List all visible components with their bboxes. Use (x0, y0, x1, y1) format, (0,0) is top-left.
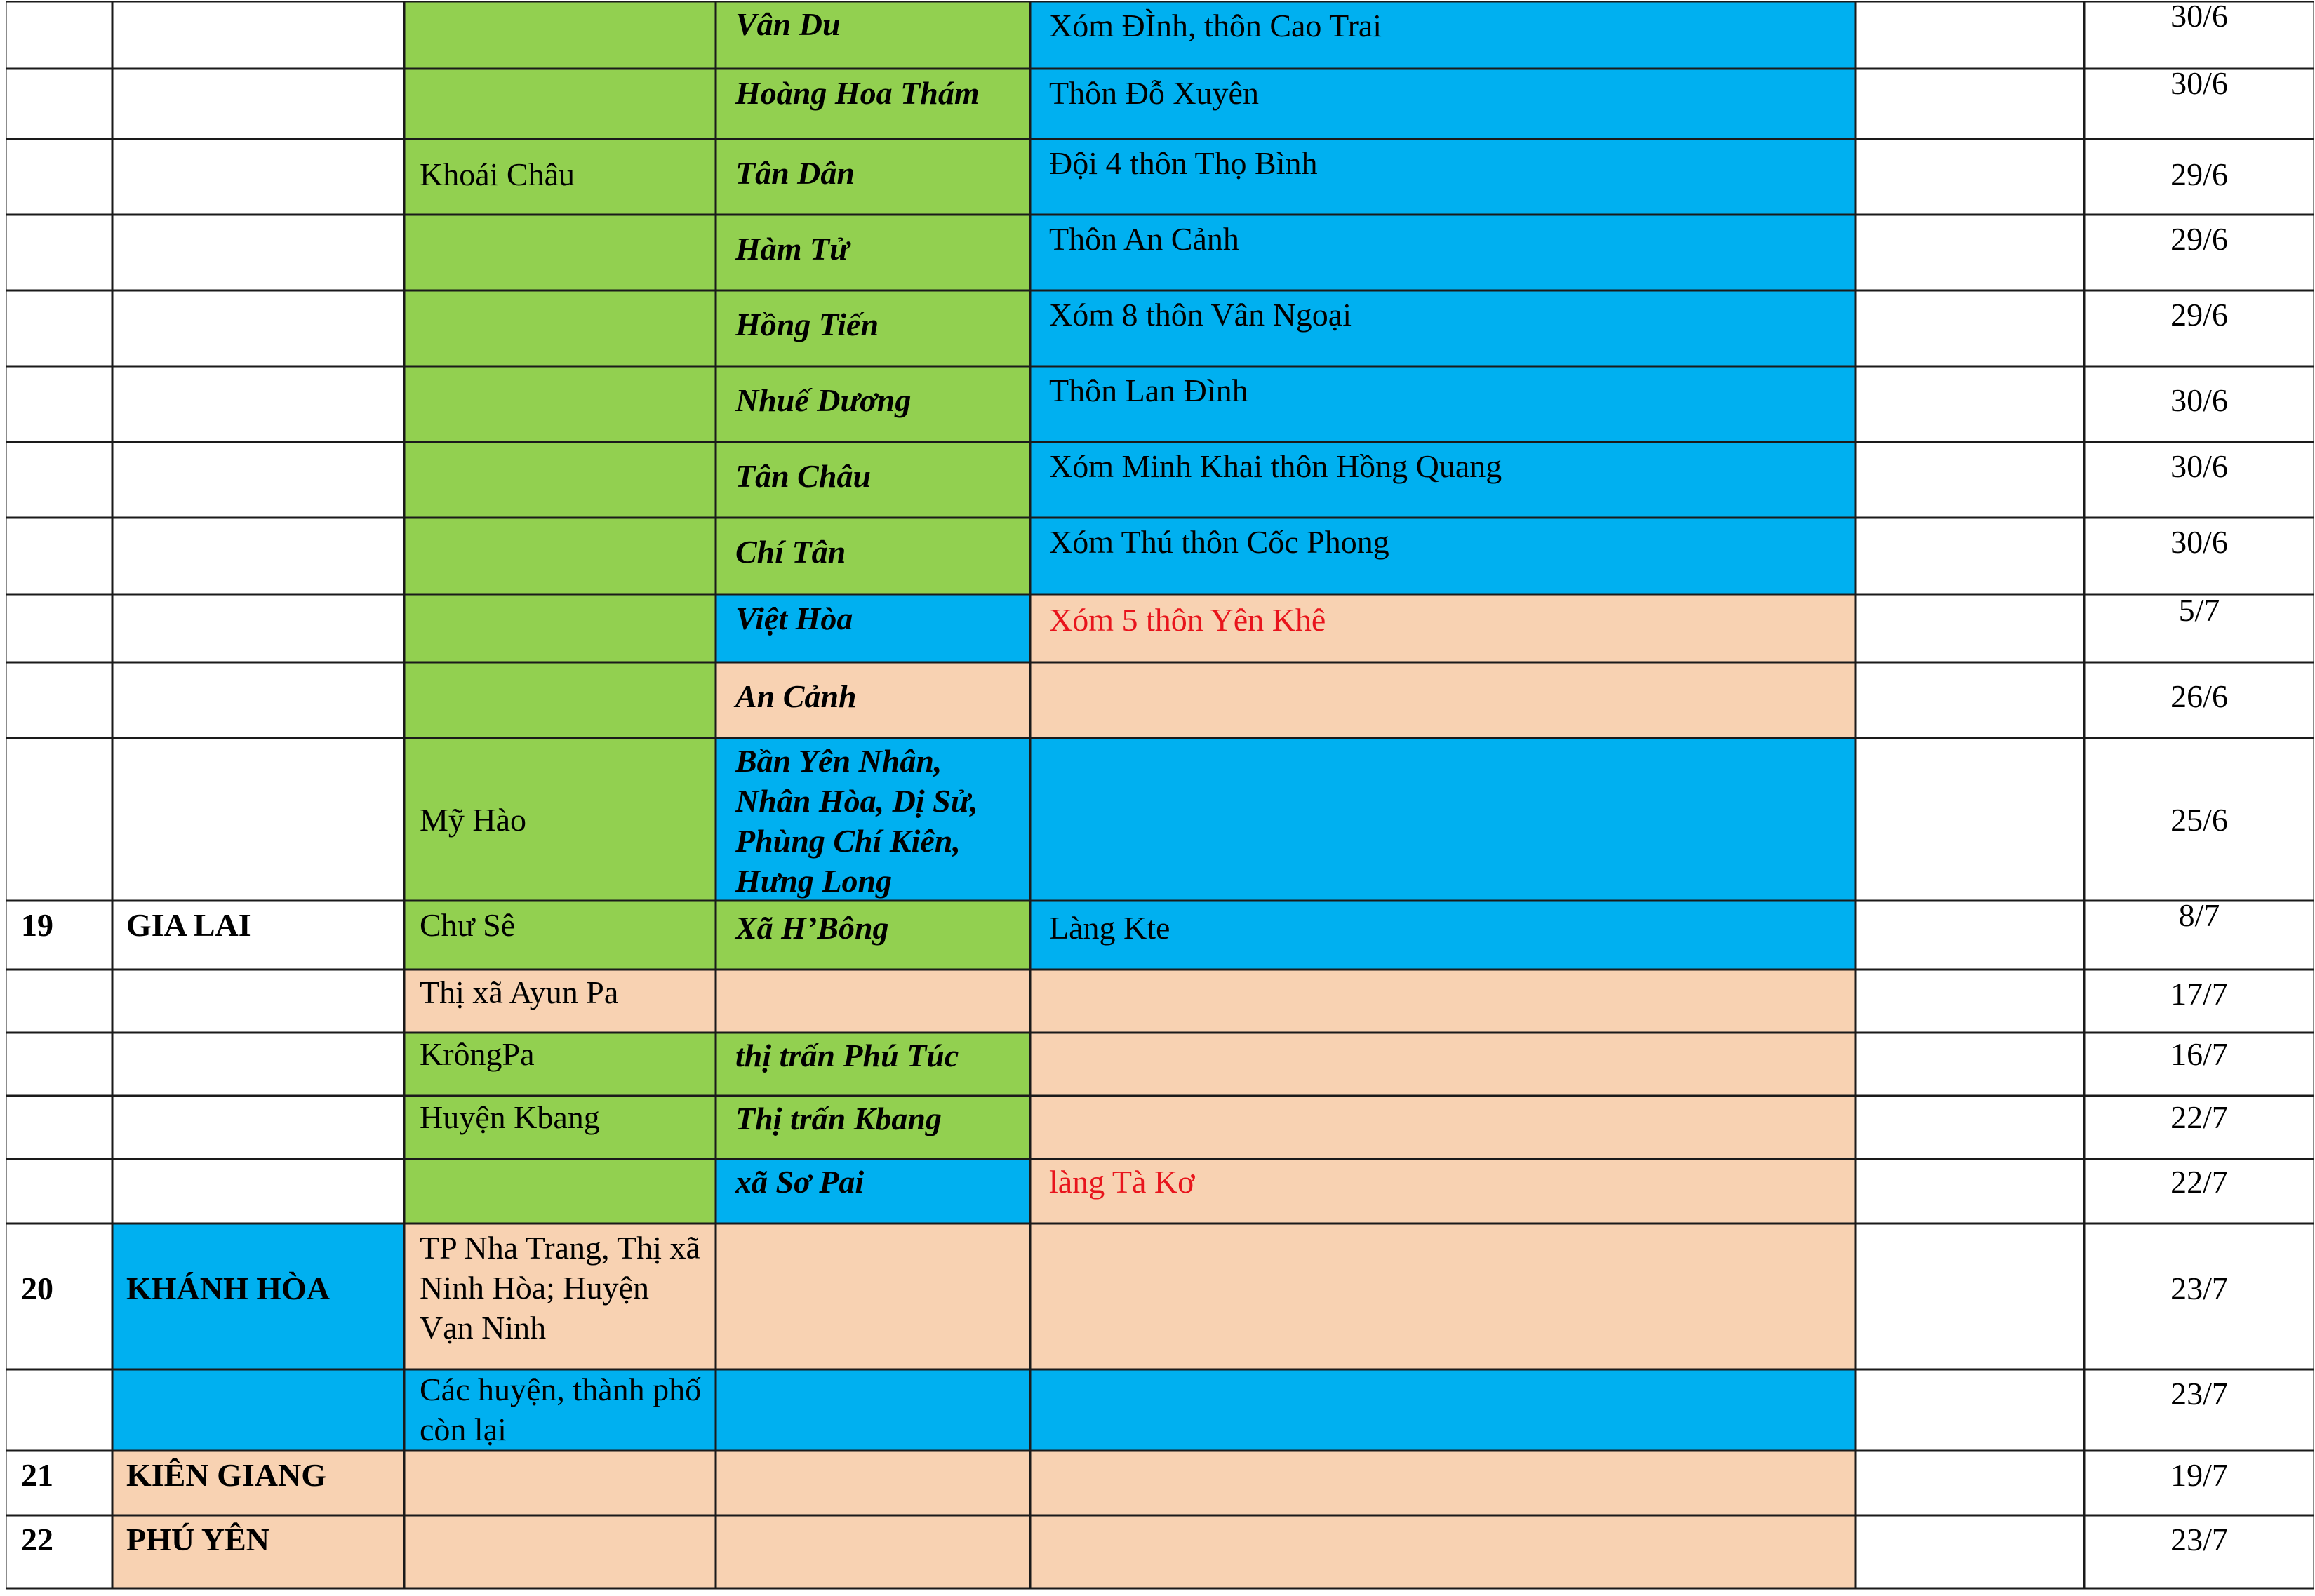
place-text: Xóm 5 thôn Yên Khê (1049, 602, 1326, 638)
date-text: 30/6 (2170, 448, 2228, 484)
commune-text: Tân Dân (735, 155, 855, 191)
district-text: Thị xã Ayun Pa (420, 974, 619, 1010)
place-text: Đội 4 thôn Thọ Bình (1049, 145, 1318, 181)
place-text: Thôn Lan Đình (1049, 373, 1248, 408)
commune-text: Việt Hòa (735, 601, 853, 636)
date-text: 30/6 (2170, 0, 2228, 34)
province-text: GIA LAI (126, 907, 251, 943)
date-text: 8/7 (2178, 897, 2220, 933)
place-text: Xóm Thú thôn Cốc Phong (1049, 524, 1389, 560)
province-text: KIÊN GIANG (126, 1457, 326, 1493)
district-text: Các huyện, thành phố còn lại (420, 1372, 702, 1447)
province-text: KHÁNH HÒA (126, 1270, 331, 1306)
no-text: 20 (21, 1270, 53, 1306)
place-text: Thôn Đỗ Xuyên (1049, 75, 1259, 111)
commune-text: xã Sơ Pai (735, 1164, 865, 1200)
date-text: 26/6 (2170, 678, 2228, 714)
date-text: 25/6 (2170, 802, 2228, 838)
place-text: Xóm Minh Khai thôn Hồng Quang (1049, 448, 1502, 484)
commune-text: Thị trấn Kbang (735, 1101, 942, 1136)
no-text: 22 (21, 1522, 53, 1557)
district-text: Chư Sê (420, 907, 516, 943)
commune-text: thị trấn Phú Túc (735, 1038, 959, 1073)
place-text: Xóm ĐÌnh, thôn Cao Trai (1049, 8, 1382, 43)
commune-text: Nhuế Dương (735, 382, 912, 418)
place-text: Làng Kte (1049, 910, 1170, 946)
district-text: Mỹ Hào (420, 802, 527, 838)
place-text: Xóm 8 thôn Vân Ngoại (1049, 297, 1352, 333)
commune-text: Hàm Tử (735, 231, 849, 267)
district-text: Huyện Kbang (420, 1099, 600, 1135)
district-text: Khoái Châu (420, 156, 575, 192)
no-text: 21 (21, 1457, 53, 1493)
date-text: 29/6 (2170, 297, 2228, 333)
place-text: làng Tà Kơ (1049, 1164, 1195, 1200)
date-text: 30/6 (2170, 524, 2228, 560)
commune-text: Tân Châu (735, 458, 872, 494)
commune-text: Chí Tân (735, 534, 846, 570)
commune-text: Hồng Tiến (735, 307, 879, 342)
schedule-table (6, 1, 2314, 1595)
date-text: 23/7 (2170, 1522, 2228, 1557)
date-text: 19/7 (2170, 1457, 2228, 1493)
commune-text: Vân Du (735, 6, 841, 42)
district-text: TP Nha Trang, Thị xã Ninh Hòa; Huyện Vạn Ninh (420, 1230, 700, 1346)
date-text: 22/7 (2170, 1164, 2228, 1200)
date-text: 23/7 (2170, 1270, 2228, 1306)
commune-text: Bần Yên Nhân, Nhân Hòa, Dị Sử, Phùng Chí Kiên, Hưng Long (735, 743, 978, 899)
date-text: 22/7 (2170, 1099, 2228, 1135)
district-text: KrôngPa (420, 1036, 535, 1072)
date-text: 30/6 (2170, 65, 2228, 101)
commune-text: Hoàng Hoa Thám (735, 75, 980, 111)
table-grid (6, 1, 2314, 1595)
commune-text: Xã H’Bông (735, 910, 889, 946)
date-text: 5/7 (2178, 592, 2220, 628)
date-text: 29/6 (2170, 156, 2228, 192)
place-text: Thôn An Cảnh (1049, 221, 1239, 257)
date-text: 16/7 (2170, 1036, 2228, 1072)
date-text: 23/7 (2170, 1376, 2228, 1411)
province-text: PHÚ YÊN (126, 1522, 270, 1557)
commune-text: An Cảnh (735, 678, 857, 714)
date-text: 30/6 (2170, 382, 2228, 418)
date-text: 29/6 (2170, 221, 2228, 257)
date-text: 17/7 (2170, 976, 2228, 1012)
no-text: 19 (21, 907, 53, 943)
